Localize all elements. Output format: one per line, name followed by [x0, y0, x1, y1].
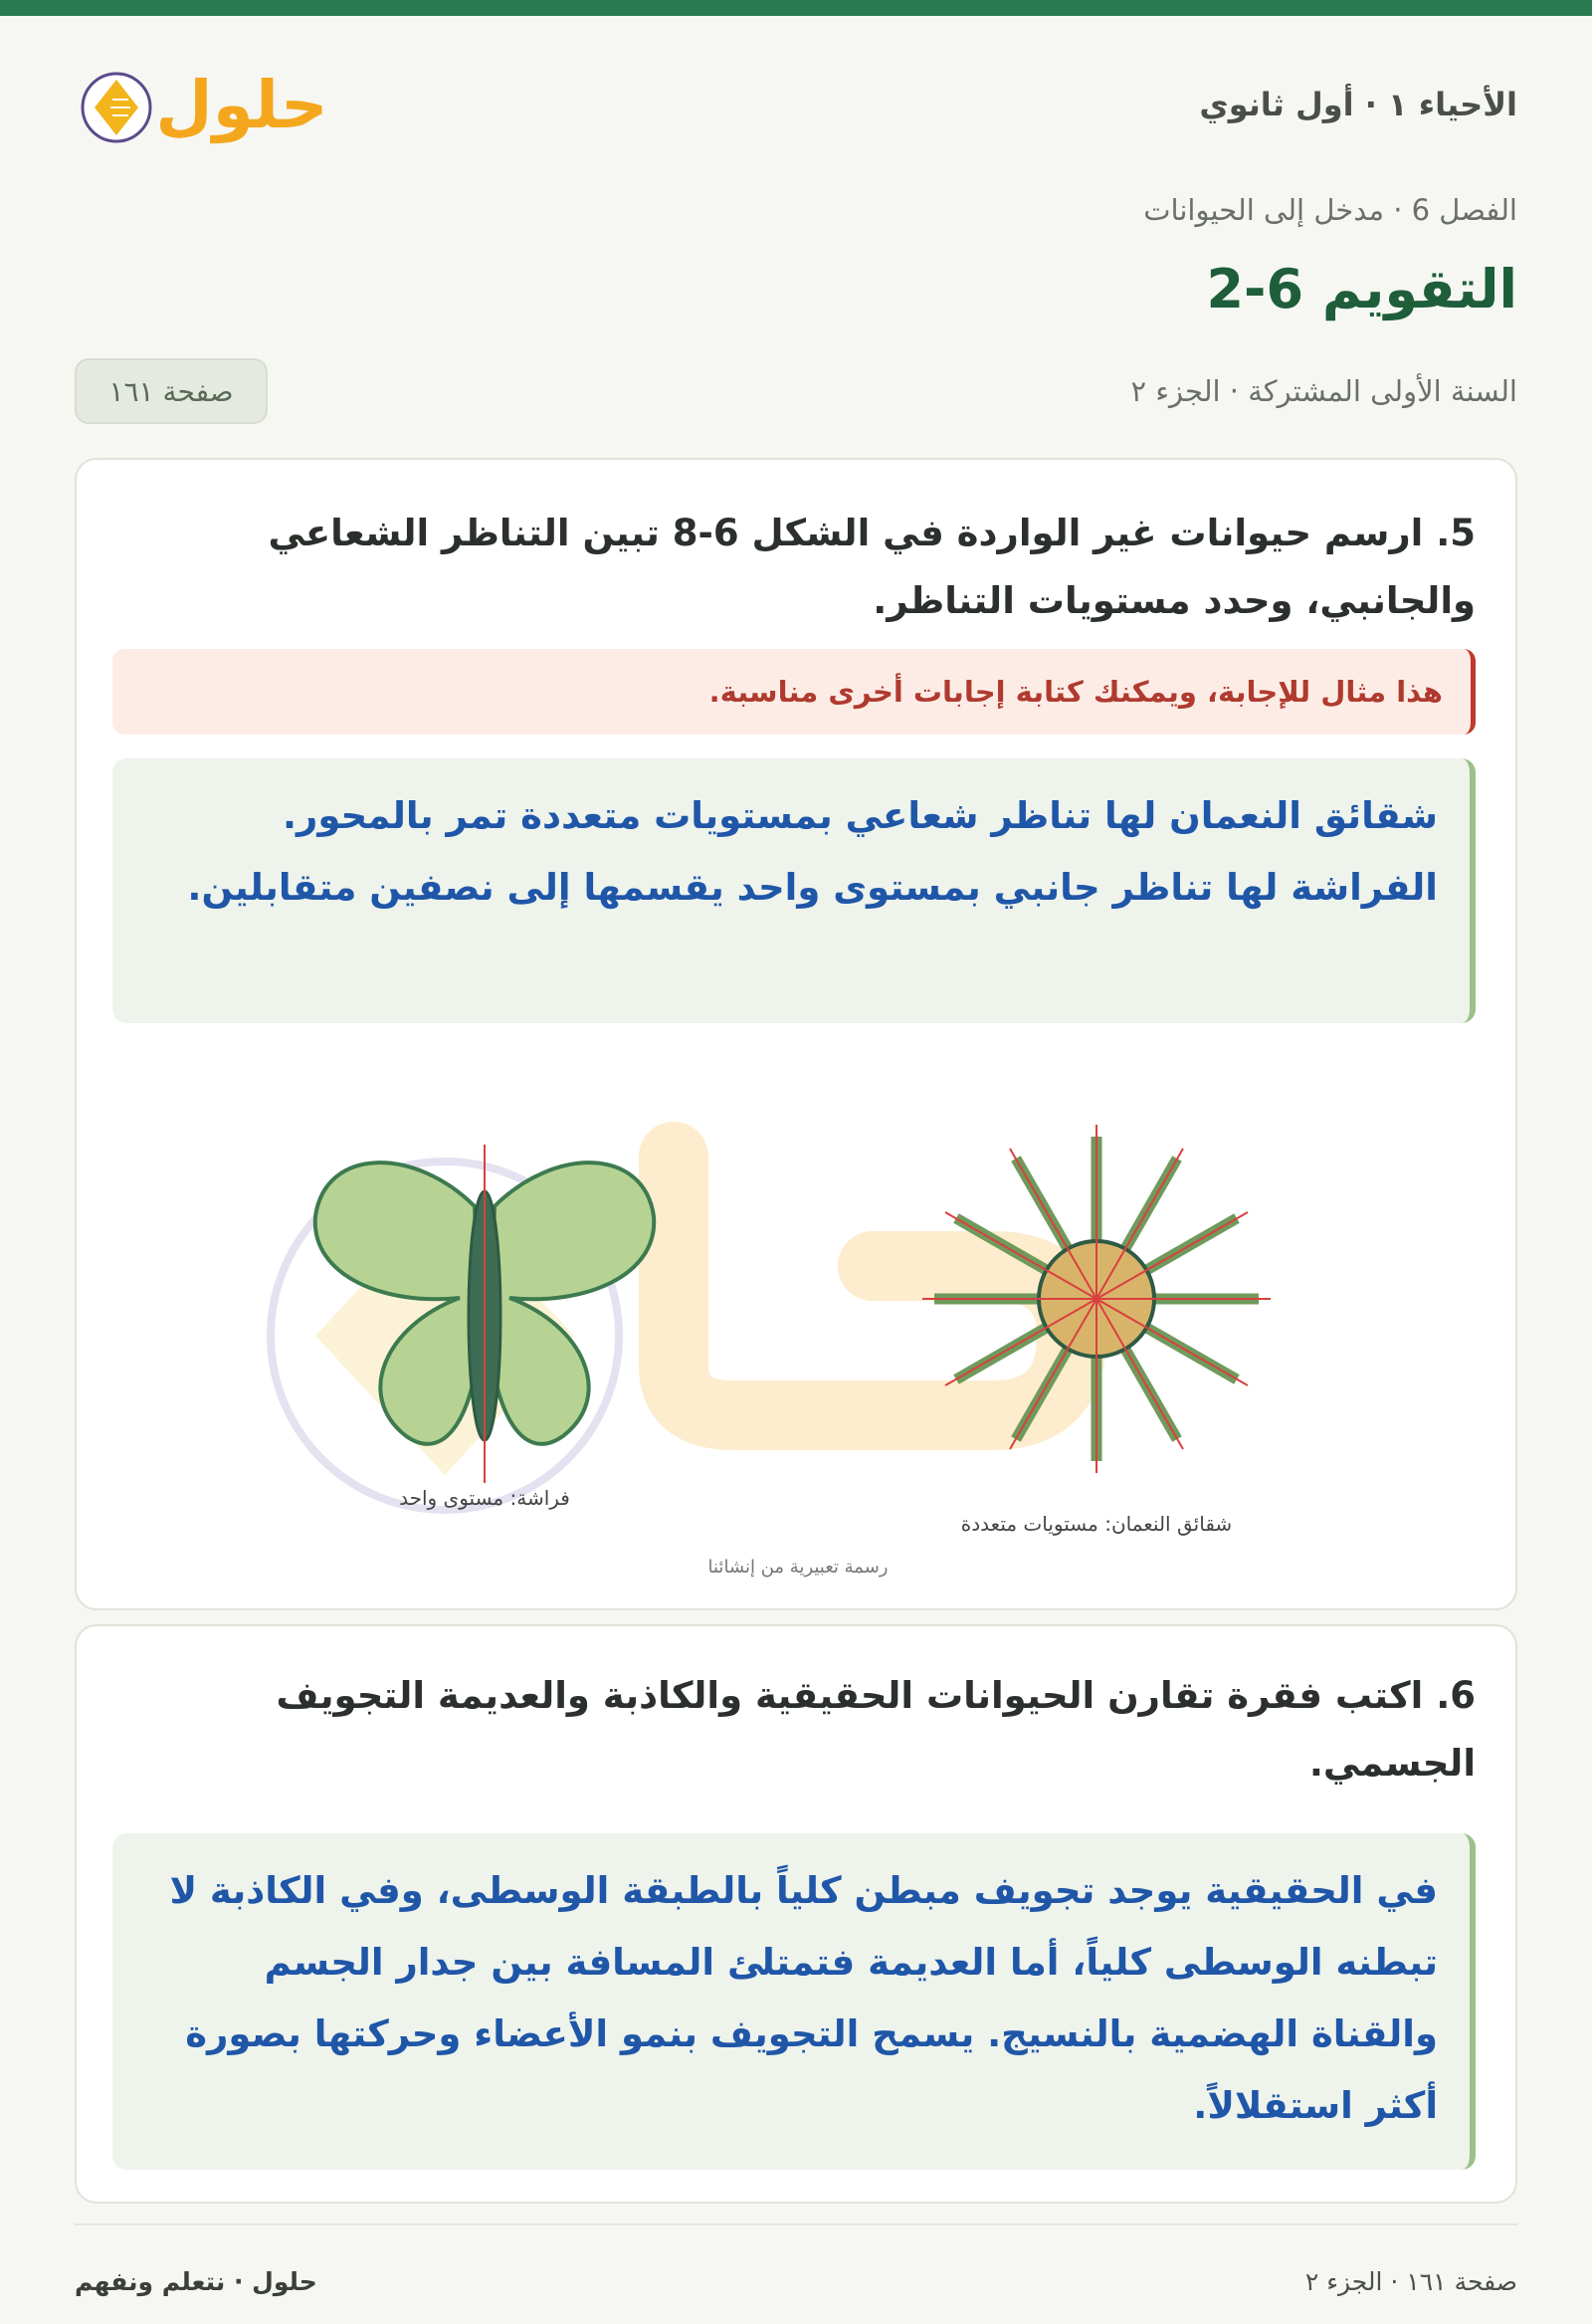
- symmetry-figure: [116, 1037, 1480, 1594]
- chapter-label: الفصل 6 · مدخل إلى الحيوانات: [1143, 193, 1517, 227]
- question-card-5: [75, 458, 1517, 1610]
- book-meta: السنة الأولى المشتركة · الجزء ٢: [1130, 374, 1517, 408]
- question-card-6: [75, 1624, 1517, 2204]
- logo-text: حلول: [155, 67, 328, 143]
- answer-5: شقائق النعمان لها تناظر شعاعي بمستويات متعددة تمر بالمحور. الفراشة لها تناظر جانبي بمستوى واحد يقسمها إلى نصفين متقابلين.: [112, 758, 1476, 1023]
- hulul-logo[interactable]: [75, 50, 343, 159]
- footer-divider: [75, 2223, 1517, 2225]
- answer-note: [112, 649, 1476, 735]
- anemone-label: شقائق النعمان: مستويات متعددة: [960, 1512, 1233, 1536]
- figure-caption: رسمة تعبيرية من إنشائنا: [707, 1557, 889, 1578]
- butterfly-label: فراشة: مستوى واحد: [399, 1486, 570, 1510]
- question-5-text: 5. ارسم حيوانات غير الواردة في الشكل 6-8 تبين التناظر الشعاعي والجانبي، وحدد مستويات التناظر.: [268, 512, 1476, 622]
- page-number-badge: صفحة ١٦١: [75, 358, 268, 424]
- answer-note-text: هذا مثال للإجابة، ويمكنك كتابة إجابات أخرى مناسبة.: [708, 675, 1443, 709]
- answer-6: في الحقيقية يوجد تجويف مبطن كلياً بالطبقة الوسطى، وفي الكاذبة لا تبطنه الوسطى كلياً، أما العديمة فتمتلئ المسافة بين جدار الجسم والقناة الهضمية بالنسيج. يسمح التجويف بنمو الأعضاء وحركتها بصورة أكثر استقلالاً.: [112, 1833, 1476, 2170]
- page-title: التقويم 6-2: [1206, 258, 1517, 320]
- footer-brand: حلول · نتعلم ونفهم: [75, 2267, 317, 2296]
- footer-page-info: صفحة ١٦١ · الجزء ٢: [1304, 2267, 1517, 2296]
- top-accent-bar: [0, 0, 1592, 16]
- course-title: الأحياء ١ · أول ثانوي: [1199, 86, 1517, 123]
- question-6-text: 6. اكتب فقرة تقارن الحيوانات الحقيقية والكاذبة والعديمة التجويف الجسمي.: [276, 1674, 1476, 1785]
